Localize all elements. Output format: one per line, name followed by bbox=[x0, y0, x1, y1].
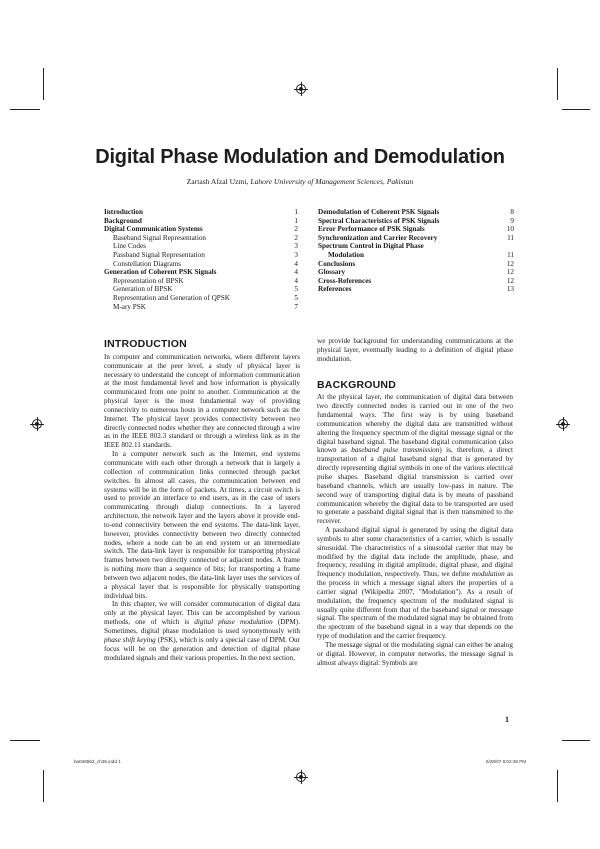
toc-entry-page: 13 bbox=[506, 285, 514, 294]
section-heading-background: BACKGROUND bbox=[317, 378, 396, 391]
toc-entry-label: Synchronization and Carrier Recovery bbox=[318, 233, 438, 242]
toc-entry-label: Generation of Coherent PSK Signals bbox=[104, 268, 217, 277]
toc-entry[interactable] bbox=[104, 303, 298, 312]
toc-entry-page: 12 bbox=[506, 259, 514, 268]
chapter-title: Digital Phase Modulation and Demodulation bbox=[95, 146, 505, 168]
crop-mark-bl-h bbox=[10, 740, 40, 741]
toc-entry-page: 3 bbox=[294, 250, 298, 259]
crop-mark-tl-h bbox=[10, 109, 40, 110]
term-baseband-pulse-transmission: baseband pulse transmission bbox=[351, 446, 440, 455]
toc-entry-page: 2 bbox=[294, 233, 298, 242]
toc-entry-label: Digital Communication Systems bbox=[104, 225, 203, 234]
toc-entry-page: 11 bbox=[507, 250, 514, 259]
toc-entry[interactable] bbox=[318, 268, 514, 277]
toc-entry-label: Error Performance of PSK Signals bbox=[318, 225, 425, 234]
toc-entry-label: Background bbox=[104, 216, 142, 225]
toc-entry-page: 4 bbox=[294, 268, 298, 277]
registration-mark-left-icon bbox=[32, 419, 42, 429]
print-slug-timestamp: 6/28/07 6:02:38 PM bbox=[486, 759, 527, 764]
section-heading-introduction: INTRODUCTION bbox=[104, 338, 187, 350]
toc-entry[interactable] bbox=[104, 225, 298, 234]
author-name: Zartash Afzal Uzmi, bbox=[186, 177, 249, 186]
toc-entry[interactable] bbox=[318, 260, 514, 269]
intro-paragraph-1: In computer and communication networks, where different layers communicate at the peer level, a study of physical layer is necessary to understand the concept of information communication at the most fundamental level and how information is physically communicated from one point to another. Communication at the physical layer is the most fundamental way of providing connectivity to numerous hosts in a computer network such as the Internet. The physical layer provides connectivity between two directly connected nodes whether they are connected through a wire as in the IEEE 802.3 standard or through a wireless link as in the IEEE 802.11 standards. bbox=[104, 352, 300, 450]
toc-entry-page: 12 bbox=[506, 276, 514, 285]
toc-entry-page: 12 bbox=[506, 268, 514, 277]
toc-entry-label: Introduction bbox=[104, 208, 144, 216]
registration-mark-right-icon bbox=[558, 419, 568, 429]
toc-entry-page: 8 bbox=[510, 208, 514, 216]
term-modulation: modulation bbox=[472, 570, 505, 579]
author-line bbox=[0, 177, 600, 186]
toc-entry-page: 5 bbox=[294, 293, 298, 302]
toc-entry-label: Passband Signal Representation bbox=[113, 250, 205, 259]
toc-entry-page: 11 bbox=[507, 233, 514, 242]
toc-entry-page: 10 bbox=[506, 225, 514, 234]
page-number: 1 bbox=[505, 715, 509, 724]
toc-entry[interactable] bbox=[104, 217, 298, 226]
toc-entry-label: Demodulation of Coherent PSK Signals bbox=[318, 208, 440, 216]
toc-entry-label: Modulation bbox=[328, 250, 364, 259]
crop-mark-bl-v bbox=[43, 770, 44, 802]
toc-entry[interactable] bbox=[104, 268, 298, 277]
term-digital-phase-modulation: digital phase modulation bbox=[194, 618, 273, 627]
toc-entry[interactable] bbox=[104, 294, 298, 303]
background-paragraph-1: At the physical layer, the communication of digital data between two directly connected nodes is carried out in one of the two fundamental ways. The first way is by using baseband communication whereby the digital data are transmitted without altering the frequency spectrum of the digital message signal or the digital baseband signal. The baseband digital communication (also known as baseband pulse transmission) is, therefore, a direct transportation of a digital baseband signal that is generated by directly representing digital symbols in one of the various electrical pulse shapes. Baseband digital transmission is carried over baseband channels, which are usually low-pass in nature. The second way of transporting digital data is by means of passband communication whereby the digital data to be transported are used to generate a passband digital signal that is then transmitted to the receiver. bbox=[317, 393, 513, 526]
toc-entry-page: 3 bbox=[294, 242, 298, 251]
toc-entry-label: Constellation Diagrams bbox=[113, 259, 182, 268]
toc-entry[interactable] bbox=[104, 242, 298, 251]
author-affiliation: Lahore University of Management Sciences, Pakistan bbox=[250, 177, 414, 186]
toc-entry-page: 1 bbox=[294, 216, 298, 225]
toc-entry-label: Generation of BPSK bbox=[113, 285, 173, 294]
toc-entry-label: Spectral Characteristics of PSK Signals bbox=[318, 216, 440, 225]
background-paragraph-2: A passband digital signal is generated by using the digital data symbols to alter some characteristics of a carrier, which is usually sinusoidal. The characteristics of a sinusoidal carrier that may be modified by the digital data include the amplitude, phase, and frequency, resulting in digital amplitude, digital phase, and digital frequency modulation, respectively. Thus, we define modulation as the process in which a message signal alters the properties of a carrier signal (Wikipedia 2007, "Modulation"). As a result of modulation, the frequency spectrum of the modulated signal is usually quite different from that of the baseband signal or message signal. The spectrum of the modulated signal may be obtained from the spectrum of the baseband signal in a way that depends on the type of modulation and the carrier frequency. bbox=[317, 526, 513, 641]
toc-entry[interactable] bbox=[318, 234, 514, 243]
toc-right-column bbox=[318, 208, 514, 294]
intro-paragraph-3: In this chapter, we will consider communication of digital data only at the physical layer. This can be accomplished by various methods, one of which is digital phase modulation (DPM). Sometimes, digital phase modulation is used synonymously with phase shift keying (PSK), which is only a special case of DPM. Our focus will be on the generation and detection of digital phase modulated signals and their various properties. In the next section, bbox=[104, 600, 300, 662]
crop-mark-tr-v bbox=[557, 68, 558, 100]
toc-entry[interactable] bbox=[104, 208, 298, 217]
toc-entry-page: 1 bbox=[294, 208, 298, 216]
toc-entry[interactable] bbox=[318, 208, 514, 217]
toc-entry-label: Spectrum Control in Digital Phase bbox=[318, 242, 424, 251]
toc-entry[interactable] bbox=[104, 260, 298, 269]
toc-entry[interactable] bbox=[104, 277, 298, 286]
toc-entry[interactable] bbox=[318, 251, 514, 260]
toc-entry[interactable] bbox=[318, 277, 514, 286]
crop-mark-br-v bbox=[557, 770, 558, 802]
toc-entry[interactable] bbox=[318, 217, 514, 226]
toc-entry-label: M-ary PSK bbox=[113, 302, 146, 311]
toc-left-column bbox=[104, 208, 298, 311]
crop-mark-br-h bbox=[562, 740, 590, 741]
registration-mark-bottom-icon bbox=[296, 772, 306, 782]
background-paragraph-3: The message signal or the modulating signal can either be analog or digital. However, in computer networks, the message signal is almost always digital: Symbols are bbox=[317, 641, 513, 667]
toc-entry-label: Cross-References bbox=[318, 276, 372, 285]
toc-entry-label: Representation and Generation of QPSK bbox=[113, 293, 230, 302]
toc-entry-page: 4 bbox=[294, 259, 298, 268]
crop-mark-tl-v bbox=[43, 68, 44, 100]
term-phase-shift-keying: phase shift keying bbox=[104, 635, 156, 644]
toc-entry-label: Baseband Signal Representation bbox=[113, 233, 207, 242]
toc-entry-label: Representation of BPSK bbox=[113, 276, 184, 285]
toc-entry-page: 7 bbox=[294, 302, 298, 311]
toc-entry[interactable] bbox=[318, 225, 514, 234]
toc-entry-page: 2 bbox=[294, 225, 298, 234]
toc-entry[interactable] bbox=[318, 242, 514, 251]
toc-entry[interactable] bbox=[318, 285, 514, 294]
body-column-left bbox=[104, 340, 300, 662]
toc-entry-page: 9 bbox=[510, 216, 514, 225]
toc-entry-page: 4 bbox=[294, 276, 298, 285]
toc-entry-page: 5 bbox=[294, 285, 298, 294]
intro-paragraph-2: In a computer network such as the Internet, end systems communicate with each other through a network that is largely a collection of communication links connected through packet switches. In almost all cases, the communication between end systems will be in the form of packets. At times, a circuit switch is used to provide an interface to end users, as in the case of users communicating through dialup connections. In a layered architecture, the network layer and the layers above it provide end-to-end connectivity between the end systems. The data-link layer, however, provides connectivity between two directly connected nodes, where a node can be an end system or an intermediate switch. The data-link layer is responsible for transporting physical frames between two directly connected or adjacent nodes. A frame is nothing more than a sequence of bits; for transporting a frame between two adjacent nodes, the data-link layer uses the services of a physical layer that is responsible for physically transporting individual bits. bbox=[104, 450, 300, 600]
crop-mark-tr-h bbox=[562, 109, 590, 110]
print-slug-file: ba0465b2_ch35.indd 1 bbox=[74, 759, 121, 764]
registration-mark-top-icon bbox=[296, 84, 306, 94]
toc-entry[interactable] bbox=[104, 234, 298, 243]
body-column-right bbox=[317, 337, 513, 668]
toc-entry-label: Line Codes bbox=[113, 242, 146, 251]
toc-entry-label: References bbox=[318, 285, 352, 294]
toc-entry[interactable] bbox=[104, 285, 298, 294]
toc-entry[interactable] bbox=[104, 251, 298, 260]
intro-continuation: we provide background for understanding communications at the physical layer, eventually leading to a definition of digital phase modulation. bbox=[317, 337, 513, 363]
toc-entry-label: Conclusions bbox=[318, 259, 356, 268]
toc-entry-label: Glossary bbox=[318, 268, 346, 277]
